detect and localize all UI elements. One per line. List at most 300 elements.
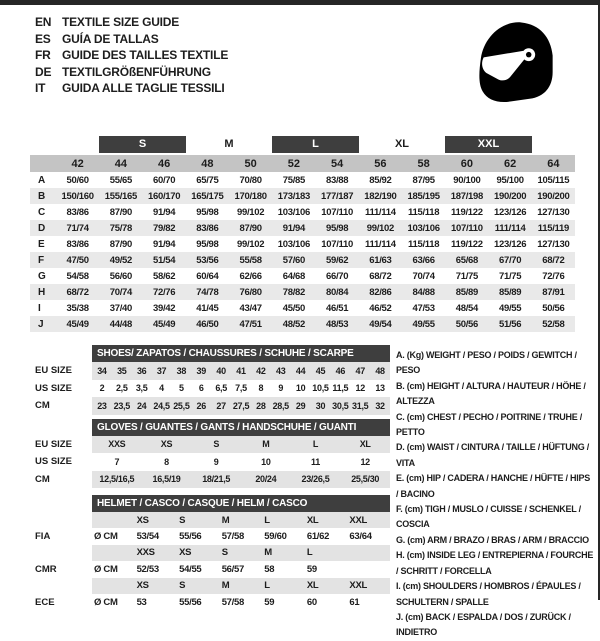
table-row <box>30 436 390 454</box>
language-code: FR <box>35 48 51 62</box>
size-cell: 50/60 <box>66 174 89 186</box>
table-title: GLOVES / GUANTES / GANTS / HANDSCHUHE / GUANTI <box>92 419 390 436</box>
language-title: TEXTILGRÖßENFÜHRUNG <box>62 64 211 79</box>
value-cell: 20/24 <box>255 474 277 485</box>
size-cell: 65/68 <box>455 254 479 266</box>
size-cell: 48/53 <box>325 318 349 330</box>
language-row <box>35 80 228 97</box>
value-cell: L <box>264 514 270 526</box>
size-cell: 49/54 <box>369 318 392 330</box>
value-cell: 2,5 <box>115 383 128 394</box>
value-cell: 41 <box>236 365 246 376</box>
table-row <box>30 453 390 471</box>
helmet-size-table <box>30 495 390 610</box>
size-cell: 173/183 <box>277 190 310 202</box>
value-cell: XL <box>359 439 371 450</box>
table-row <box>30 561 390 577</box>
value-cell: 55/56 <box>179 596 202 608</box>
value-cell: XS <box>136 580 149 592</box>
size-row-d <box>30 220 575 236</box>
size-cell: 111/114 <box>365 206 396 218</box>
size-cell: 75/78 <box>109 222 133 234</box>
language-title: GUÍA DE TALLAS <box>62 31 159 46</box>
row-label: ECE <box>35 596 55 608</box>
size-cell: 63/66 <box>412 254 435 266</box>
size-cell: 62/66 <box>239 270 262 282</box>
row-letter: D <box>38 222 46 234</box>
value-cell: 16,5/19 <box>152 474 181 485</box>
value-cell: 7 <box>114 456 120 467</box>
size-cell: 44/48 <box>109 318 133 330</box>
column-header: 48 <box>201 157 214 170</box>
size-cell: 177/187 <box>321 190 354 202</box>
value-cell: 47 <box>355 365 365 376</box>
value-cell: 53/54 <box>136 531 159 543</box>
table-row <box>30 512 390 528</box>
size-cell: 190/200 <box>494 190 527 202</box>
size-cell: 35/38 <box>66 302 89 314</box>
value-cell: 8 <box>164 456 169 467</box>
size-cell: 48/54 <box>455 302 479 314</box>
value-cell: 35 <box>117 365 127 376</box>
shoes-size-table <box>30 345 390 415</box>
value-cell: 59/60 <box>264 531 287 543</box>
size-cell: 47/53 <box>412 302 435 314</box>
size-cell: 127/130 <box>537 206 570 218</box>
size-cell: 72/76 <box>542 270 565 282</box>
size-cell: 87/90 <box>239 222 262 234</box>
size-cell: 87/95 <box>412 174 435 186</box>
table-title: SHOES/ ZAPATOS / CHAUSSURES / SCHUHE / SCARPE <box>92 345 390 362</box>
measurement-legend <box>393 345 598 641</box>
table-title: HELMET / CASCO / CASQUE / HELM / CASCO <box>92 495 390 512</box>
value-cell: 7,5 <box>235 383 247 394</box>
size-cell: 150/160 <box>61 190 94 202</box>
value-cell: 40 <box>216 365 226 376</box>
main-size-table <box>30 136 575 332</box>
language-row <box>35 31 228 48</box>
language-code: IT <box>35 81 46 95</box>
value-cell: 38 <box>176 365 187 376</box>
value-cell: XXL <box>349 514 367 526</box>
value-cell: 6 <box>198 383 204 394</box>
value-cell: 48 <box>375 365 385 376</box>
row-label: CM <box>35 473 50 485</box>
size-cell: 187/198 <box>450 190 483 202</box>
value-cell: 55/56 <box>179 531 202 543</box>
size-cell: 41/45 <box>196 302 219 314</box>
size-cell: 54/58 <box>66 270 89 282</box>
value-cell: XS <box>160 439 173 450</box>
row-letter: C <box>38 206 46 218</box>
size-cell: 107/110 <box>321 238 353 250</box>
size-cell: 111/114 <box>494 222 526 234</box>
size-cell: 107/110 <box>321 206 353 218</box>
size-cell: 70/80 <box>239 174 262 186</box>
value-cell: 9 <box>278 383 284 394</box>
size-cell: 95/98 <box>325 222 349 234</box>
size-cell: 85/89 <box>455 286 479 298</box>
size-cell: 185/195 <box>407 190 440 202</box>
row-label: US SIZE <box>35 456 72 468</box>
value-cell: 28,5 <box>272 400 289 411</box>
size-cell: 50/56 <box>542 302 565 314</box>
size-row-j <box>30 316 575 332</box>
legend-item: E. (cm) HIP / CADERA / HANCHE / HÜFTE / HIPS / BACINO <box>396 473 591 499</box>
size-cell: 45/50 <box>282 302 306 314</box>
size-cell: 87/90 <box>109 238 133 250</box>
value-cell: M <box>221 580 230 592</box>
value-cell: 37 <box>156 365 167 376</box>
size-cell: 49/52 <box>109 254 133 266</box>
size-cell: 59/62 <box>325 254 349 266</box>
language-code: EN <box>35 15 52 29</box>
row-label: US SIZE <box>35 382 72 394</box>
column-header: 46 <box>158 157 171 170</box>
value-cell: 23,5 <box>113 400 130 411</box>
size-cell: 65/75 <box>196 174 219 186</box>
value-cell: 12 <box>360 456 370 467</box>
value-cell: 54/55 <box>179 563 202 575</box>
value-cell: 58 <box>264 563 275 575</box>
size-cell: 99/102 <box>236 238 265 250</box>
row-label: EU SIZE <box>35 365 72 377</box>
size-cell: 58/62 <box>152 270 176 282</box>
size-cell: 52/58 <box>542 318 565 330</box>
value-cell: M <box>264 547 272 559</box>
size-row-h <box>30 284 575 300</box>
value-cell: 61 <box>349 596 360 608</box>
value-cell: 8 <box>258 383 264 394</box>
size-cell: 61/63 <box>369 254 392 266</box>
language-row <box>35 14 228 31</box>
value-cell: 57/58 <box>221 596 244 608</box>
language-title: GUIDA ALLE TAGLIE TESSILI <box>62 81 225 95</box>
size-cell: 74/78 <box>196 286 219 298</box>
size-row-i <box>30 300 575 316</box>
value-cell: 27 <box>216 400 226 411</box>
value-cell: 59 <box>264 596 275 608</box>
value-cell: XXL <box>349 580 367 592</box>
size-cell: 49/55 <box>498 302 522 314</box>
value-cell: 23 <box>97 400 107 411</box>
value-cell: 12,5/16,5 <box>99 474 135 485</box>
size-cell: 91/94 <box>152 206 176 218</box>
size-cell: 95/100 <box>496 174 524 186</box>
size-cell: 48/52 <box>282 318 306 330</box>
value-cell: 52/53 <box>136 563 159 575</box>
language-code: DE <box>35 64 52 79</box>
value-cell: 28 <box>256 400 266 411</box>
bottom-section <box>30 345 598 641</box>
size-cell: 103/106 <box>407 222 440 234</box>
value-cell: 10 <box>261 456 271 467</box>
size-cell: 85/92 <box>369 174 392 186</box>
size-cell: 83/86 <box>66 238 89 250</box>
size-cell: 71/75 <box>455 270 479 282</box>
size-cell: 79/82 <box>152 222 176 234</box>
value-cell: 29 <box>295 400 306 411</box>
column-header: 44 <box>114 157 127 170</box>
value-cell: 44 <box>295 365 306 376</box>
size-cell: 68/72 <box>542 254 565 266</box>
size-group-m: M <box>224 138 234 150</box>
table-row <box>30 380 390 398</box>
language-row <box>35 64 228 81</box>
row-letter: E <box>38 238 45 250</box>
value-cell: XL <box>306 514 319 526</box>
size-cell: 66/70 <box>325 270 349 282</box>
size-cell: 83/88 <box>325 174 349 186</box>
table-row <box>30 545 390 561</box>
table-row <box>30 397 390 415</box>
size-cell: 68/72 <box>66 286 89 298</box>
size-cell: 45/49 <box>66 318 89 330</box>
table-row <box>30 578 390 594</box>
value-cell: 30 <box>315 400 326 411</box>
size-cell: 70/74 <box>109 286 133 298</box>
value-cell: XS <box>179 547 192 559</box>
size-cell: 91/94 <box>282 222 306 234</box>
column-header: 62 <box>504 157 517 170</box>
row-letter: H <box>38 286 46 298</box>
size-cell: 51/56 <box>498 318 522 330</box>
row-letter: F <box>38 254 45 266</box>
value-cell: 24,5 <box>153 400 170 411</box>
size-cell: 46/52 <box>369 302 392 314</box>
size-cell: 47/51 <box>239 318 262 330</box>
value-cell: Ø CM <box>94 563 118 575</box>
value-cell: 4 <box>159 383 164 394</box>
value-cell: 53 <box>136 596 147 608</box>
legend-item: F. (cm) TIGH / MUSLO / CUISSE / SCHENKEL / COSCIA <box>396 504 581 530</box>
helmet-icon <box>468 14 560 110</box>
value-cell: S <box>213 439 220 450</box>
size-cell: 46/51 <box>325 302 349 314</box>
size-cell: 115/118 <box>408 206 440 218</box>
size-cell: 83/86 <box>196 222 219 234</box>
size-cell: 115/119 <box>537 222 569 234</box>
size-cell: 83/86 <box>66 206 89 218</box>
column-header: 58 <box>417 157 430 170</box>
size-cell: 57/60 <box>282 254 306 266</box>
size-cell: 51/54 <box>152 254 176 266</box>
language-title-list <box>35 14 228 110</box>
value-cell: 60 <box>306 596 317 608</box>
value-cell: 30,5 <box>332 400 349 411</box>
row-label: FIA <box>35 531 51 543</box>
size-cell: 95/98 <box>196 238 219 250</box>
value-cell: 9 <box>213 456 219 467</box>
row-label: CMR <box>35 563 57 575</box>
table-row <box>30 471 390 489</box>
value-cell: 24 <box>136 400 147 411</box>
size-cell: 82/86 <box>369 286 392 298</box>
row-label: CM <box>35 400 50 412</box>
size-cell: 46/50 <box>196 318 219 330</box>
size-group-xl: XL <box>394 138 410 150</box>
size-cell: 60/64 <box>196 270 219 282</box>
legend-item: A. (Kg) WEIGHT / PESO / POIDS / GEWITCH / PESO <box>396 350 577 376</box>
size-group-xxl: XXL <box>445 136 532 153</box>
value-cell: 32 <box>375 400 385 411</box>
value-cell: 36 <box>136 365 147 376</box>
value-cell: 10 <box>295 383 306 394</box>
size-cell: 49/55 <box>412 318 435 330</box>
size-cell: 78/82 <box>282 286 306 298</box>
value-cell: 34 <box>97 365 107 376</box>
value-cell: L <box>264 580 270 592</box>
size-cell: 123/126 <box>494 238 527 250</box>
value-cell: 25,5/30 <box>351 474 380 485</box>
size-row-e <box>30 236 575 252</box>
legend-item: J. (cm) BACK / ESPALDA / DOS / ZURÜCK / INDIETRO <box>396 611 571 638</box>
row-letter: J <box>38 318 44 330</box>
size-cell: 91/94 <box>152 238 176 250</box>
value-cell: 5 <box>179 383 184 394</box>
column-header: 50 <box>244 157 257 170</box>
size-cell: 107/110 <box>451 222 483 234</box>
size-cell: 45/49 <box>152 318 176 330</box>
value-cell: 2 <box>99 383 105 394</box>
value-cell: S <box>179 580 186 592</box>
size-cell: 71/75 <box>498 270 522 282</box>
size-cell: 182/190 <box>364 190 397 202</box>
value-cell: 59 <box>306 563 317 575</box>
value-cell: 27,5 <box>232 400 250 411</box>
value-cell: M <box>262 439 270 450</box>
language-title: TEXTILE SIZE GUIDE <box>62 15 180 29</box>
column-header: 56 <box>374 157 387 170</box>
value-cell: XS <box>136 514 149 526</box>
column-header: 42 <box>71 157 84 170</box>
size-cell: 115/118 <box>408 238 440 250</box>
size-cell: 56/60 <box>109 270 133 282</box>
column-header: 54 <box>331 157 344 170</box>
size-cell: 90/100 <box>453 174 481 186</box>
value-cell: 56/57 <box>221 563 244 575</box>
row-letter: A <box>38 174 46 186</box>
size-group-l: L <box>272 136 359 153</box>
legend-item: I. (cm) SHOULDERS / HOMBROS / ÉPAULES / SCHULTERN / SPALLE <box>396 581 581 607</box>
column-header: 60 <box>460 157 473 170</box>
size-cell: 72/76 <box>152 286 176 298</box>
size-cell: 160/170 <box>148 190 181 202</box>
size-row-f <box>30 252 575 268</box>
size-cell: 76/80 <box>239 286 262 298</box>
row-letter: I <box>38 302 41 314</box>
size-cell: 55/65 <box>109 174 133 186</box>
column-header: 64 <box>547 157 560 170</box>
size-cell: 68/72 <box>369 270 392 282</box>
size-cell: 123/126 <box>494 206 527 218</box>
size-cell: 71/74 <box>66 222 89 234</box>
size-cell: 64/68 <box>282 270 306 282</box>
size-cell: 105/115 <box>537 174 570 186</box>
size-row-c <box>30 204 575 220</box>
size-cell: 190/200 <box>537 190 570 202</box>
legend-item: D. (cm) WAIST / CINTURA / TAILLE / HÜFTUNG / VITA <box>396 442 589 468</box>
legend-item: C. (cm) CHEST / PECHO / POITRINE / TRUHE / PETTO <box>396 411 583 438</box>
sub-tables-column <box>30 345 393 641</box>
value-cell: 42 <box>256 365 266 376</box>
value-cell: 13 <box>375 383 385 394</box>
size-cell: 43/47 <box>239 302 262 314</box>
size-cell: 155/165 <box>104 190 137 202</box>
value-cell: 25,5 <box>173 400 190 411</box>
legend-item: B. (cm) HEIGHT / ALTURA / HAUTEUR / HÖHE / ALTEZZA <box>396 380 586 407</box>
value-cell: XXS <box>108 439 126 450</box>
column-header: 52 <box>287 157 300 170</box>
size-group-s: S <box>99 136 186 153</box>
column-header-row <box>30 155 575 172</box>
size-cell: 103/106 <box>277 238 310 250</box>
size-cell: 37/40 <box>109 302 133 314</box>
value-cell: 46 <box>335 365 346 376</box>
value-cell: S <box>221 547 228 559</box>
value-cell: 39 <box>196 365 206 376</box>
value-cell: 45 <box>315 365 326 376</box>
value-cell: 43 <box>276 365 286 376</box>
value-cell: Ø CM <box>94 531 118 543</box>
value-cell: 18/21,5 <box>202 474 231 485</box>
size-cell: 53/56 <box>196 254 219 266</box>
value-cell: L <box>312 439 319 450</box>
size-cell: 55/58 <box>239 254 262 266</box>
table-row <box>30 362 390 380</box>
size-row-g <box>30 268 575 284</box>
value-cell: 10,5 <box>312 383 329 394</box>
size-cell: 67/70 <box>498 254 522 266</box>
size-group-row <box>30 136 575 153</box>
value-cell: 31,5 <box>352 400 369 411</box>
language-code: ES <box>35 31 51 46</box>
language-title: GUIDE DES TAILLES TEXTILE <box>62 48 229 62</box>
size-cell: 103/106 <box>277 206 310 218</box>
value-cell: 6,5 <box>215 383 227 394</box>
size-row-b <box>30 188 575 204</box>
value-cell: 11,5 <box>332 383 349 394</box>
size-cell: 87/91 <box>542 286 565 298</box>
size-row-a <box>30 172 575 188</box>
size-cell: 60/70 <box>152 174 176 186</box>
size-cell: 70/74 <box>412 270 435 282</box>
size-cell: 87/90 <box>109 206 133 218</box>
size-cell: 80/84 <box>325 286 349 298</box>
size-cell: 95/98 <box>196 206 219 218</box>
value-cell: 63/64 <box>349 531 372 543</box>
size-cell: 85/89 <box>498 286 522 298</box>
row-label: EU SIZE <box>35 438 72 450</box>
size-cell: 170/180 <box>234 190 267 202</box>
value-cell: XL <box>306 580 319 592</box>
gloves-size-table <box>30 419 390 489</box>
size-cell: 99/102 <box>236 206 265 218</box>
legend-item: H. (cm) INSIDE LEG / ENTREPIERNA / FOURCHE / SCHRITT / FORCELLA <box>396 550 594 576</box>
size-cell: 127/130 <box>537 238 570 250</box>
value-cell: 26 <box>196 400 206 411</box>
page-header <box>0 5 598 110</box>
value-cell: XXS <box>136 547 155 559</box>
value-cell: S <box>179 514 186 526</box>
legend-item: G. (cm) ARM / BRAZO / BRAS / ARM / BRACCIO <box>396 534 589 545</box>
size-cell: 39/42 <box>152 302 176 314</box>
value-cell: Ø CM <box>94 596 118 608</box>
size-cell: 119/122 <box>451 238 483 250</box>
size-cell: 75/85 <box>282 174 306 186</box>
value-cell: L <box>306 547 313 559</box>
size-cell: 84/88 <box>412 286 435 298</box>
